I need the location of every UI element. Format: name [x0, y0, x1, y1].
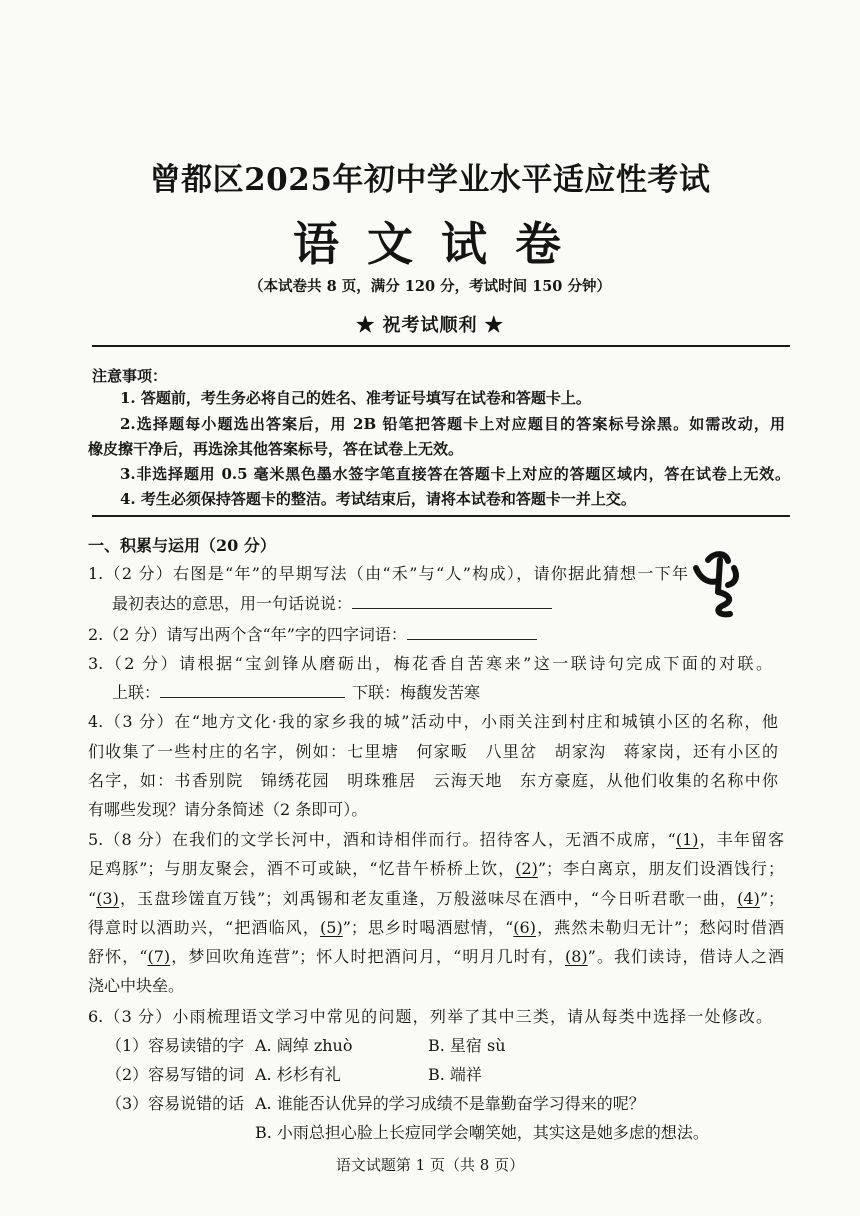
lower-couplet: 下联：梅馥发苦寒 [352, 683, 481, 702]
notice-line: 4. 考生必须保持答题卡的整洁。考试结束后，请将本试卷和答题卡一并上交。 [120, 490, 636, 508]
question-1-line: 1.（2 分）右图是“年”的早期写法（由“禾”与“人”构成），请你据此猜想一下年 [88, 564, 688, 583]
question-3-line: 3.（2 分）请根据“宝剑锋从磨砺出，梅花香自苦寒来”这一联诗句完成下面的对联。 [88, 654, 772, 673]
question-5-line [88, 917, 784, 939]
answer-blank [407, 623, 537, 640]
question-5-text: 足鸡豚”；与朋友聚会，酒不可或缺，“忆昔午桥桥上饮， [88, 859, 516, 878]
question-5-line [88, 888, 784, 910]
notice-heading: 注意事项： [92, 367, 168, 385]
answer-blank [160, 681, 345, 698]
exam-info: （本试卷共 8 页，满分 120 分，考试时间 150 分钟） [249, 278, 611, 295]
question-2-text: 2.（2 分）请写出两个含“年”字的四字词语： [88, 625, 407, 644]
question-2-line [88, 623, 537, 645]
question-5-text: ”。我们读诗，借诗人之酒 [587, 947, 784, 966]
question-5-text: ，梦回吹角连营”；怀人时把酒问月，“明月几时有， [170, 947, 565, 966]
question-5-text: ，燕然未勒归无计”；愁闷时借酒 [535, 918, 784, 937]
notice-divider [92, 515, 790, 517]
question-5-text: ”； [759, 889, 784, 908]
question-4-line: 们收集了一些村庄的名字，例如：七里塘 何家畈 八里岔 胡家沟 蒋家岗，还有小区的 [88, 742, 778, 761]
question-5-line [88, 946, 784, 968]
page-footer: 语文试题第 1 页（共 8 页） [335, 1156, 525, 1174]
question-5-text: 得意时以酒助兴，“把酒临风， [88, 918, 321, 937]
good-luck-line: ★ 祝考试顺利 ★ [356, 315, 504, 336]
question-5-line [88, 829, 784, 851]
exam-subject-title: 语 文 试 卷 [292, 217, 568, 271]
notice-line: 1. 答题前，考生务必将自己的姓名、准考证号填写在试卷和答题卡上。 [120, 389, 591, 407]
header-divider [92, 345, 790, 347]
question-5-text: ，丰年留客 [698, 830, 784, 849]
poem-blank-6: (6) [513, 918, 536, 937]
question-5-line [88, 858, 784, 880]
option-a: A. 杉杉有礼 [255, 1065, 341, 1084]
poem-blank-5: (5) [320, 918, 343, 937]
question-6-category: （2）容易写错的词 [106, 1065, 245, 1084]
ancient-nian-character-image [688, 548, 754, 622]
notice-line: 橡皮擦干净后，再选涂其他答案标号，答在试卷上无效。 [88, 440, 464, 458]
poem-blank-1: (1) [675, 830, 699, 849]
poem-blank-2: (2) [515, 859, 538, 878]
option-a: A. 谁能否认优异的学习成绩不是靠勤奋学习得来的呢？ [255, 1094, 645, 1113]
couplet-line [112, 681, 480, 703]
poem-blank-3: (3) [96, 889, 119, 908]
question-5-text: 5.（8 分）在我们的文学长河中，酒和诗相伴而行。招待客人，无酒不成席，“ [88, 830, 676, 849]
section-heading: 一、积累与运用（20 分） [88, 536, 276, 555]
question-6-category: （3）容易说错的话 [106, 1094, 245, 1113]
poem-blank-4: (4) [737, 889, 760, 908]
answer-blank [352, 592, 552, 609]
option-b: B. 小雨总担心脸上长痘同学会嘲笑她，其实这是她多虑的想法。 [255, 1123, 709, 1142]
question-5-text: ”；李白离京，朋友们设酒饯行； [537, 859, 784, 878]
question-4-line: 名字，如：书香别院 锦绣花园 明珠雅居 云海天地 东方豪庭，从他们收集的名称中你 [88, 771, 778, 790]
question-1-text: 最初表达的意思，用一句话说说： [112, 594, 353, 613]
upper-couplet-label: 上联： [112, 683, 161, 702]
poem-blank-8: (8) [565, 947, 588, 966]
poem-blank-7: (7) [147, 947, 171, 966]
notice-line: 3.非选择题用 0.5 毫米黑色墨水签字笔直接答在答题卡上对应的答题区域内，答在试卷上无效。 [120, 465, 790, 483]
option-a: A. 阔绰 zhuò [255, 1036, 353, 1055]
question-5-line: 浇心中块垒。 [88, 976, 185, 995]
question-5-text: 舒怀，“ [88, 947, 148, 966]
option-b: B. 星宿 sù [428, 1036, 506, 1055]
option-b: B. 端祥 [428, 1065, 482, 1084]
question-4-line: 4.（3 分）在“地方文化·我的家乡我的城”活动中，小雨关注到村庄和城镇小区的名称，他 [88, 712, 778, 731]
question-5-text: ”；思乡时喝酒慰情，“ [342, 918, 514, 937]
question-4-line: 有哪些发现？请分条简述（2 条即可）。 [88, 800, 368, 819]
exam-title: 曾都区2025年初中学业水平适应性考试 [149, 162, 711, 198]
notice-line: 2.选择题每小题选出答案后，用 2B 铅笔把答题卡上对应题目的答案标号涂黑。如需改动，用 [120, 415, 785, 433]
question-5-text: “ [88, 889, 97, 908]
question-5-text: ，玉盘珍馐直万钱”；刘禹锡和老友重逢，万般滋味尽在酒中，“今日听君歌一曲， [118, 889, 738, 908]
question-6-category: （1）容易读错的字 [106, 1036, 245, 1055]
question-6-line: 6.（3 分）小雨梳理语文学习中常见的问题，列举了其中三类，请从每类中选择一处修改。 [88, 1007, 772, 1026]
question-1-line [112, 592, 552, 614]
